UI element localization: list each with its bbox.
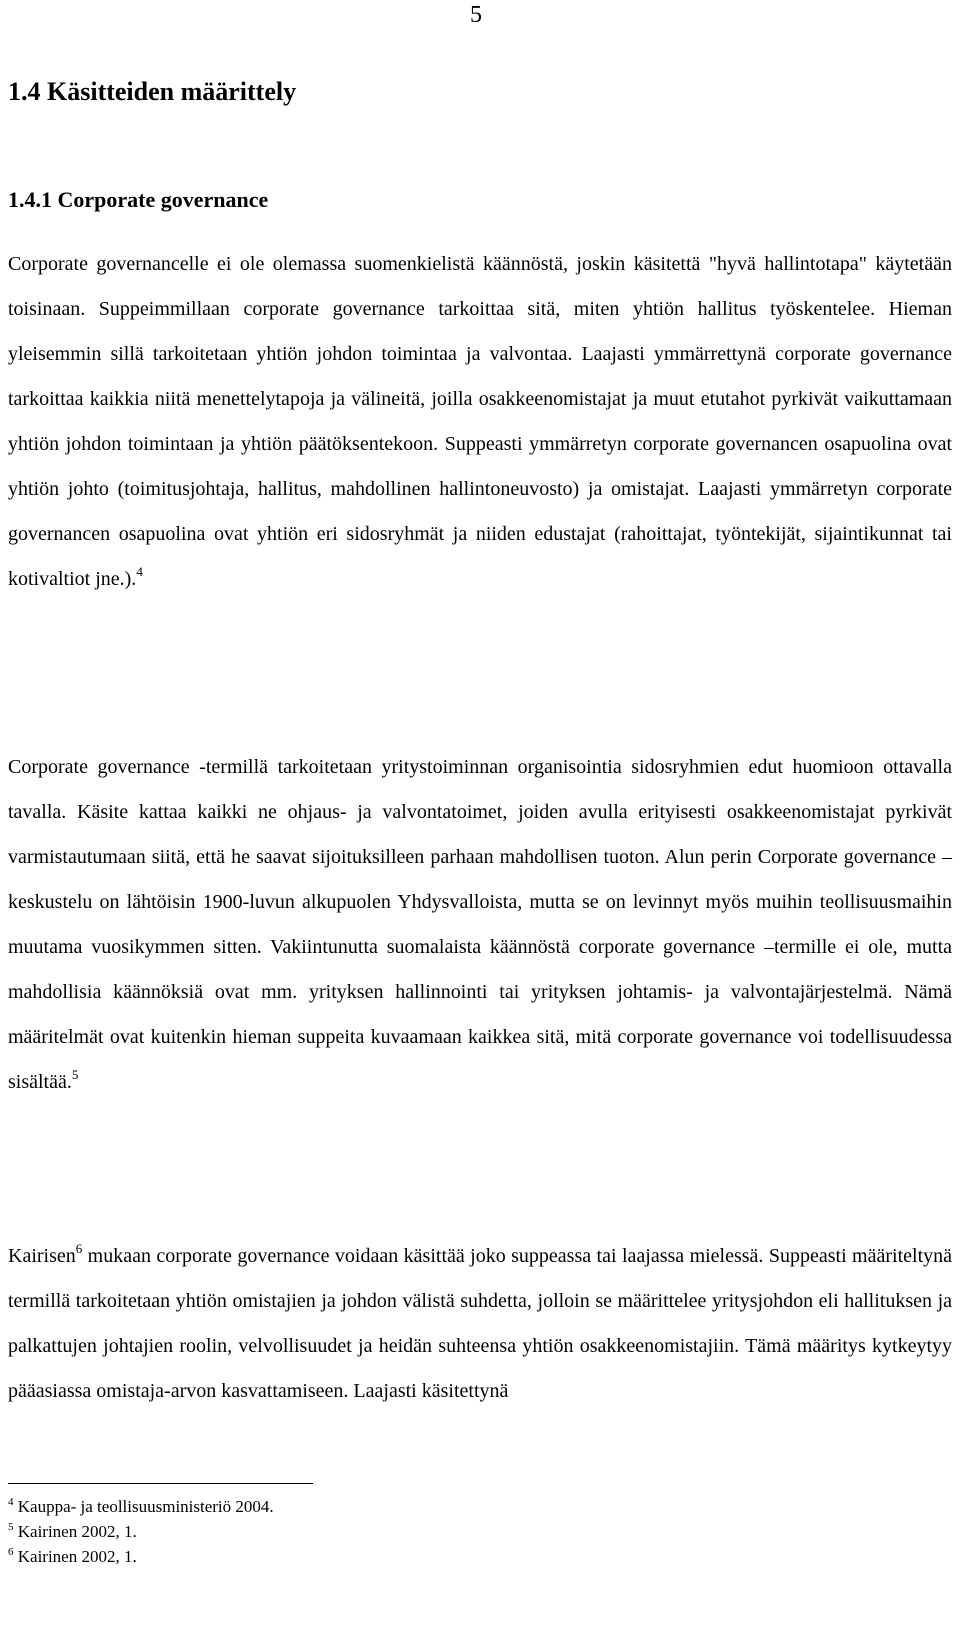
footnote-text: Kauppa- ja teollisuusministeriö 2004. [17, 1497, 274, 1516]
footnotes [8, 1494, 952, 1569]
paragraph-2 [8, 745, 952, 1105]
paragraph-3-text: mukaan corporate governance voidaan käsittää joko suppeassa tai laajassa mielessä. Suppeasti määriteltynä termillä tarkoitetaan yhtiön omistajien ja johdon välistä suhdetta, jolloin se määrittelee yritysjohdon eli hallituksen ja palkattujen johtajien roolin, velvollisuudet ja heidän suhteensa yhtiön osakkeenomistajiin. Tämä määritys kytkeytyy pääasiassa omistaja-arvon kasvattamiseen. Laajasti käsitettynä [8, 1245, 952, 1402]
section-heading: 1.4 Käsitteiden määrittely [8, 77, 297, 106]
paragraph-2-text: Corporate governance -termillä tarkoitetaan yritystoiminnan organisointia sidosryhmien edut huomioon ottavalla tavalla. Käsite kattaa kaikki ne ohjaus- ja valvontatoimet, joiden avulla erityisesti osakkeenomistajat pyrkivät varmistautumaan siitä, että he saavat sijoituksilleen parhaan mahdollisen tuoton. Alun perin Corporate governance – keskustelu on lähtöisin 1900-luvun alkupuolen Yhdysvalloista, mutta se on levinnyt myös muihin teollisuusmaihin muutama vuosikymmen sitten. Vakiintunutta suomalaista käännöstä corporate governance –termille ei ole, mutta mahdollisia käännöksiä ovat mm. yrityksen hallinnointi tai yrityksen johtamis- ja valvontajärjestelmä. Nämä määritelmät ovat kuitenkin hieman suppeita kuvaamaan kaikkea sitä, mitä corporate governance voi todellisuudessa sisältää. [8, 756, 952, 1093]
footnote-text: Kairinen 2002, 1. [17, 1547, 137, 1566]
subsection-heading: 1.4.1 Corporate governance [8, 187, 269, 212]
footnote-divider [8, 1483, 313, 1484]
paragraph-1 [8, 242, 952, 602]
footnote-number: 4 [8, 1496, 14, 1508]
footnote-5 [8, 1519, 952, 1544]
footnote-6 [8, 1544, 952, 1569]
footnote-ref-5: 5 [71, 1067, 79, 1082]
footnote-number: 6 [8, 1546, 14, 1558]
footnote-number: 5 [8, 1521, 14, 1533]
footnote-4 [8, 1494, 952, 1519]
footnote-ref-4: 4 [136, 564, 143, 579]
footnote-ref-6: 6 [75, 1241, 83, 1256]
footnote-text: Kairinen 2002, 1. [17, 1522, 137, 1541]
page-number: 5 [470, 2, 482, 28]
paragraph-3-lead: Kairisen [8, 1245, 76, 1267]
paragraph-3 [8, 1234, 952, 1414]
paragraph-1-text: Corporate governancelle ei ole olemassa suomenkielistä käännöstä, joskin käsitettä "hyvä hallintotapa" käytetään toisinaan. Suppeimmillaan corporate governance tarkoittaa sitä, miten yhtiön hallitus työskentelee. Hieman yleisemmin sillä tarkoitetaan yhtiön johdon toimintaa ja valvontaa. Laajasti ymmärrettynä corporate governance tarkoittaa kaikkia niitä menettelytapoja ja välineitä, joilla osakkeenomistajat ja muut etutahot pyrkivät vaikuttamaan yhtiön johdon toimintaan ja yhtiön päätöksentekoon. Suppeasti ymmärretyn corporate governancen osapuolina ovat yhtiön johto (toimitusjohtaja, hallitus, mahdollinen hallintoneuvosto) ja omistajat. Laajasti ymmärretyn corporate governancen osapuolina ovat yhtiön eri sidosryhmät ja niiden edustajat (rahoittajat, työntekijät, sijaintikunnat tai kotivaltiot jne.). [8, 253, 952, 590]
